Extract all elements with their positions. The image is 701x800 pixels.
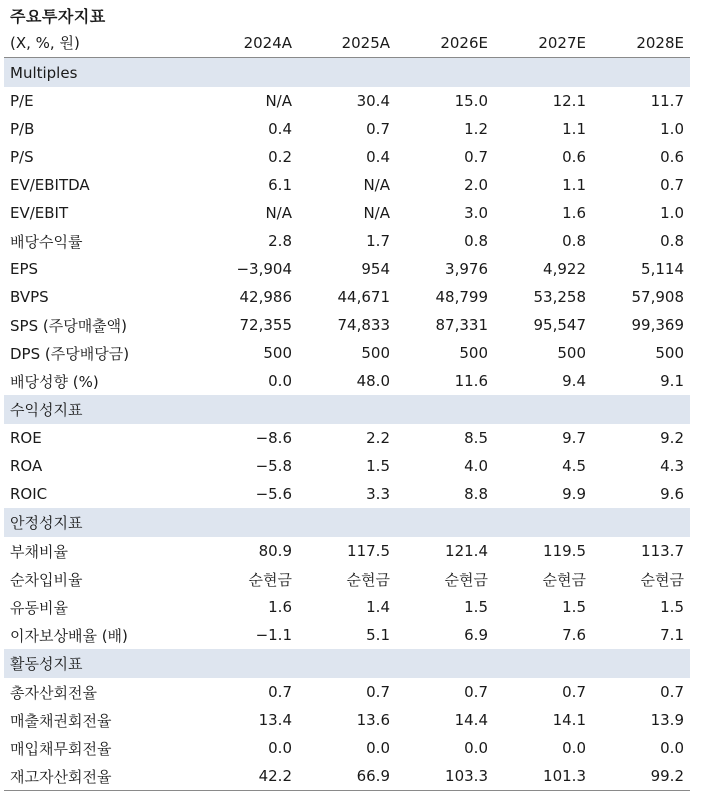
value-cell: 1.6 (562, 204, 586, 222)
value-cell: 2.0 (464, 176, 488, 194)
value-cell: 8.8 (464, 485, 488, 503)
value-cell: 7.6 (562, 626, 586, 644)
row-label: ROIC (10, 485, 48, 503)
unit-label: (X, %, 원) (4, 28, 200, 58)
value-cell: 13.4 (258, 711, 292, 729)
value-cell: 8.5 (464, 429, 488, 447)
value-cell: 1.4 (366, 598, 390, 616)
value-cell: 119.5 (543, 542, 586, 560)
year-header-2026e: 2026E (396, 28, 494, 58)
row-label: 부채비율 (10, 542, 68, 561)
value-cell: 9.9 (562, 485, 586, 503)
value-cell: 6.1 (268, 176, 292, 194)
value-cell: 0.0 (660, 739, 684, 757)
value-cell: −1.1 (255, 626, 292, 644)
year-header-2028e: 2028E (592, 28, 690, 58)
value-cell: 0.7 (660, 683, 684, 701)
value-cell: 0.7 (366, 120, 390, 138)
value-cell: 1.5 (464, 598, 488, 616)
value-cell: 15.0 (454, 92, 488, 110)
value-cell: 44,671 (337, 288, 390, 306)
value-cell: 954 (361, 260, 390, 278)
value-cell: 13.6 (356, 711, 390, 729)
row-label: BVPS (10, 288, 49, 306)
table-row (4, 593, 690, 621)
value-cell: 1.1 (562, 120, 586, 138)
value-cell: 0.7 (464, 148, 488, 166)
value-cell: 9.4 (562, 372, 586, 390)
value-cell: −5.6 (255, 485, 292, 503)
row-label: 매입채무회전율 (10, 739, 112, 758)
table-row (4, 565, 690, 593)
value-cell: 0.8 (562, 232, 586, 250)
row-label: 이자보상배율 (배) (10, 626, 128, 645)
value-cell: 0.0 (268, 739, 292, 757)
header-row (4, 28, 690, 58)
value-cell: 0.8 (660, 232, 684, 250)
value-cell: 121.4 (445, 542, 488, 560)
row-label: EPS (10, 260, 39, 278)
table-row (4, 480, 690, 508)
value-cell: 48,799 (435, 288, 488, 306)
value-cell: 순현금 (248, 570, 292, 589)
value-cell: 3,976 (445, 260, 488, 278)
table-row (4, 452, 690, 480)
table-row (4, 706, 690, 734)
table-row (4, 339, 690, 367)
row-label: 유동비율 (10, 598, 68, 617)
value-cell: 13.9 (650, 711, 684, 729)
indicators-table (4, 28, 690, 791)
row-label: 재고자산회전율 (4, 762, 200, 791)
value-cell: 0.7 (660, 176, 684, 194)
value-cell: 14.4 (454, 711, 488, 729)
section-title: 활동성지표 (4, 649, 690, 678)
value-cell: 0.8 (464, 232, 488, 250)
value-cell: 0.4 (366, 148, 390, 166)
value-cell: 0.0 (366, 739, 390, 757)
section-header-row (4, 649, 690, 678)
table-row (4, 171, 690, 199)
row-label: ROE (10, 429, 42, 447)
value-cell: 1.1 (562, 176, 586, 194)
value-cell: 42,986 (239, 288, 292, 306)
value-cell: 87,331 (435, 316, 488, 334)
value-cell: 순현금 (444, 570, 488, 589)
value-cell: 순현금 (346, 570, 390, 589)
value-cell: 74,833 (337, 316, 390, 334)
table-row (4, 424, 690, 452)
value-cell: 12.1 (552, 92, 586, 110)
value-cell: 80.9 (258, 542, 292, 560)
row-label: EV/EBIT (10, 204, 69, 222)
table-title: 주요투자지표 (10, 7, 106, 26)
value-cell: 42.2 (200, 762, 298, 791)
value-cell: 0.0 (464, 739, 488, 757)
row-label: 총자산회전율 (10, 683, 97, 702)
table-row (4, 143, 690, 171)
table-row (4, 311, 690, 339)
value-cell: 0.7 (464, 683, 488, 701)
value-cell: N/A (363, 204, 390, 222)
table-row (4, 621, 690, 649)
table-row (4, 367, 690, 395)
value-cell: 101.3 (494, 762, 592, 791)
value-cell: 0.4 (268, 120, 292, 138)
value-cell: N/A (265, 204, 292, 222)
value-cell: 57,908 (631, 288, 684, 306)
value-cell: 3.0 (464, 204, 488, 222)
table-row (4, 255, 690, 283)
section-header-row (4, 508, 690, 537)
section-title: 수익성지표 (4, 395, 690, 424)
value-cell: 0.7 (366, 683, 390, 701)
table-header (4, 28, 690, 58)
value-cell: 1.5 (366, 457, 390, 475)
value-cell: 0.7 (562, 683, 586, 701)
value-cell: 0.6 (660, 148, 684, 166)
table-row (4, 762, 690, 791)
value-cell: 4.0 (464, 457, 488, 475)
table-row (4, 199, 690, 227)
value-cell: 500 (459, 344, 488, 362)
value-cell: 99.2 (592, 762, 690, 791)
value-cell: 순현금 (640, 570, 684, 589)
row-label: EV/EBITDA (10, 176, 90, 194)
table-body (4, 58, 690, 791)
value-cell: 0.0 (562, 739, 586, 757)
table-row (4, 227, 690, 255)
section-header-row (4, 395, 690, 424)
row-label: 배당성향 (%) (10, 372, 99, 391)
value-cell: 9.1 (660, 372, 684, 390)
value-cell: 0.6 (562, 148, 586, 166)
year-header-2025a: 2025A (298, 28, 396, 58)
value-cell: 500 (655, 344, 684, 362)
row-label: ROA (10, 457, 43, 475)
value-cell: 1.0 (660, 204, 684, 222)
value-cell: 113.7 (641, 542, 684, 560)
value-cell: 0.2 (268, 148, 292, 166)
value-cell: 53,258 (533, 288, 586, 306)
value-cell: 30.4 (356, 92, 390, 110)
value-cell: N/A (265, 92, 292, 110)
value-cell: 2.8 (268, 232, 292, 250)
value-cell: 11.7 (650, 92, 684, 110)
value-cell: 500 (557, 344, 586, 362)
value-cell: 4.3 (660, 457, 684, 475)
value-cell: 103.3 (396, 762, 494, 791)
value-cell: 5,114 (641, 260, 684, 278)
section-header-row (4, 58, 690, 88)
row-label: 순차입비율 (10, 570, 83, 589)
value-cell: 4.5 (562, 457, 586, 475)
row-label: 매출채권회전율 (10, 711, 112, 730)
value-cell: 500 (361, 344, 390, 362)
row-label: P/B (10, 120, 35, 138)
value-cell: 3.3 (366, 485, 390, 503)
table-row (4, 115, 690, 143)
value-cell: 14.1 (552, 711, 586, 729)
row-label: DPS (주당배당금) (10, 344, 130, 363)
value-cell: 95,547 (533, 316, 586, 334)
value-cell: −5.8 (255, 457, 292, 475)
value-cell: 1.0 (660, 120, 684, 138)
table-row (4, 87, 690, 115)
value-cell: 9.6 (660, 485, 684, 503)
value-cell: 5.1 (366, 626, 390, 644)
value-cell: 117.5 (347, 542, 390, 560)
row-label: P/S (10, 148, 34, 166)
value-cell: −3,904 (236, 260, 292, 278)
value-cell: 1.7 (366, 232, 390, 250)
value-cell: 2.2 (366, 429, 390, 447)
value-cell: 0.0 (268, 372, 292, 390)
value-cell: 48.0 (356, 372, 390, 390)
value-cell: 66.9 (298, 762, 396, 791)
value-cell: 순현금 (542, 570, 586, 589)
table-row (4, 678, 690, 706)
value-cell: 1.6 (268, 598, 292, 616)
value-cell: N/A (363, 176, 390, 194)
value-cell: 7.1 (660, 626, 684, 644)
row-label: 배당수익률 (10, 232, 83, 251)
row-label: SPS (주당매출액) (10, 316, 128, 335)
table-row (4, 734, 690, 762)
value-cell: 1.5 (562, 598, 586, 616)
value-cell: 1.2 (464, 120, 488, 138)
section-title: 안정성지표 (4, 508, 690, 537)
value-cell: 4,922 (543, 260, 586, 278)
table-row (4, 537, 690, 565)
value-cell: 1.5 (660, 598, 684, 616)
table-row (4, 283, 690, 311)
value-cell: 500 (263, 344, 292, 362)
value-cell: 0.7 (268, 683, 292, 701)
value-cell: 99,369 (631, 316, 684, 334)
value-cell: 6.9 (464, 626, 488, 644)
value-cell: 72,355 (239, 316, 292, 334)
row-label: P/E (10, 92, 34, 110)
section-title: Multiples (4, 58, 690, 88)
year-header-2027e: 2027E (494, 28, 592, 58)
value-cell: −8.6 (255, 429, 292, 447)
year-header-2024a: 2024A (200, 28, 298, 58)
value-cell: 9.7 (562, 429, 586, 447)
value-cell: 9.2 (660, 429, 684, 447)
value-cell: 11.6 (454, 372, 488, 390)
